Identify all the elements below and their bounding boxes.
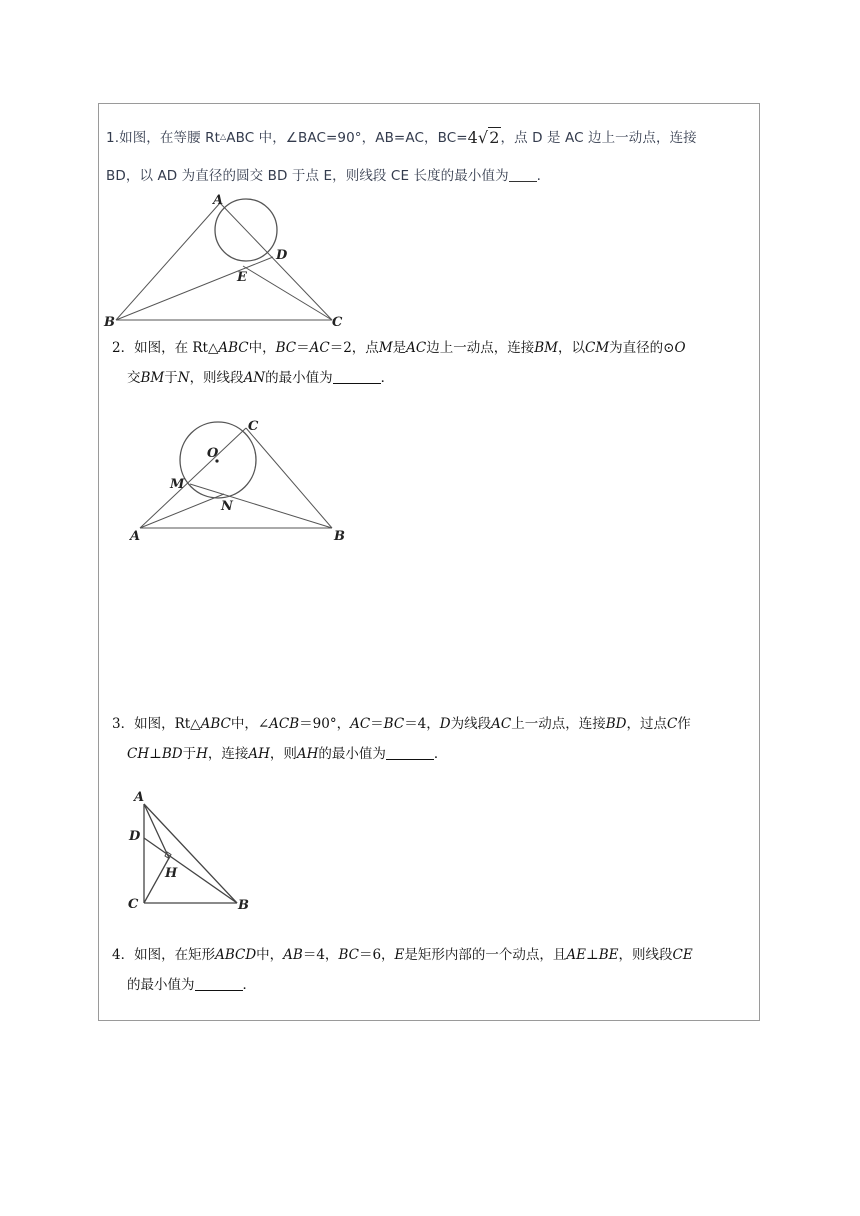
q2-text: 为直径的⊙ xyxy=(609,340,675,356)
q2-text: ＝ xyxy=(296,340,310,356)
figure-3 xyxy=(124,786,264,916)
q3-text: ，过点 xyxy=(626,716,667,732)
q4-number: 4． xyxy=(112,947,135,963)
q1-text: ABC 中，∠BAC=90°，AB=AC，BC= xyxy=(226,130,468,146)
q2-var: M xyxy=(378,340,393,356)
segment-bd xyxy=(116,257,273,320)
q4-text: 如图，在矩形 xyxy=(134,947,216,963)
q2-var: BM xyxy=(534,340,558,356)
q3-var: AC xyxy=(350,716,371,732)
q2-number: 2． xyxy=(112,340,135,356)
segment-an xyxy=(140,494,224,528)
q3-text: ＝90°， xyxy=(299,716,351,732)
q4-text: ＝6， xyxy=(358,947,395,963)
question-1 xyxy=(106,118,752,195)
q4-end: ． xyxy=(242,977,256,993)
figure-1 xyxy=(100,190,360,330)
q2-text: 中， xyxy=(248,340,276,356)
q4-var: E xyxy=(394,947,405,963)
q3-number: 3． xyxy=(112,716,135,732)
question-2 xyxy=(112,333,752,393)
q3-var: ABC xyxy=(200,716,231,732)
q2-text: 于 xyxy=(164,370,178,386)
q4-var: BC xyxy=(338,947,359,963)
q2-var: N xyxy=(177,370,190,386)
q3-var: BD xyxy=(161,746,183,762)
q3-var: AH xyxy=(248,746,270,762)
q2-text: 交 xyxy=(127,370,141,386)
radical-sign: √ xyxy=(477,128,489,147)
q2-var: CM xyxy=(584,340,610,356)
segment-ab xyxy=(116,203,220,320)
q3-text: ⊥ xyxy=(149,746,162,762)
q2-text: ＝2，点 xyxy=(329,340,379,356)
q2-var: AC xyxy=(406,340,427,356)
segment-mb xyxy=(190,484,332,528)
radicand: 2 xyxy=(489,128,500,147)
q2-var: AN xyxy=(243,370,266,386)
q4-var: BE xyxy=(598,947,619,963)
segment-ah xyxy=(144,804,169,858)
q3-text: 上一动点，连接 xyxy=(511,716,606,732)
q4-var: ABCD xyxy=(215,947,257,963)
q3-var: D xyxy=(439,716,451,732)
q4-var: CE xyxy=(672,947,693,963)
answer-blank[interactable] xyxy=(386,745,434,760)
answer-blank[interactable] xyxy=(195,976,243,991)
answer-blank[interactable] xyxy=(509,167,537,182)
label-b: B xyxy=(238,898,249,913)
q3-text: 于 xyxy=(182,746,197,762)
q2-text: ，以 xyxy=(557,340,585,356)
answer-blank[interactable] xyxy=(333,369,381,384)
q3-text: ＝4， xyxy=(404,716,440,732)
q1-end: . xyxy=(536,168,542,184)
q4-var: AB xyxy=(283,947,303,963)
q3-text: ，则 xyxy=(269,746,297,762)
q4-text: ，则线段 xyxy=(618,947,673,963)
label-a: A xyxy=(134,790,145,805)
q3-text: ＝ xyxy=(370,716,384,732)
q4-text: 中， xyxy=(256,947,284,963)
q3-var: BC xyxy=(383,716,405,732)
q2-end: ． xyxy=(380,370,395,386)
q2-var: O xyxy=(674,340,686,356)
question-3 xyxy=(112,709,752,769)
label-n: N xyxy=(221,499,233,514)
q1-text: ，点 D 是 AC 边上一动点，连接 xyxy=(500,130,697,146)
label-c: C xyxy=(332,315,343,330)
sqrt-expression xyxy=(468,119,501,157)
q2-text: 边上一动点，连接 xyxy=(426,340,535,356)
q2-text: 是 xyxy=(392,340,407,356)
label-m: M xyxy=(170,477,185,492)
label-d: D xyxy=(129,829,141,844)
q3-text: ，连接 xyxy=(207,746,249,762)
q3-text: 的最小值为 xyxy=(318,746,386,762)
q4-var: AE xyxy=(566,947,587,963)
q2-var: AC xyxy=(309,340,330,356)
q3-var: H xyxy=(196,746,208,762)
q1-text-line2: BD，以 AD 为直径的圆交 BD 于点 E，则线段 CE 长度的最小值为 xyxy=(106,168,509,184)
q3-text: 中，∠ xyxy=(230,716,270,732)
q2-var: BM xyxy=(140,370,165,386)
q3-var: BD xyxy=(605,716,627,732)
q3-text: 如图，Rt△ xyxy=(134,716,201,732)
q4-text: ＝4， xyxy=(302,947,339,963)
label-h: H xyxy=(165,866,178,881)
q3-text: 作 xyxy=(677,716,691,732)
q4-text: 的最小值为 xyxy=(127,977,195,993)
label-b: B xyxy=(334,529,345,544)
segment-db xyxy=(144,838,237,903)
q2-var: ABC xyxy=(218,340,249,356)
segment-ab xyxy=(144,804,237,903)
label-e: E xyxy=(237,270,247,285)
label-c: C xyxy=(248,419,259,434)
sqrt-coefficient: 4 xyxy=(467,128,478,147)
label-d: D xyxy=(276,248,288,263)
q3-text: 为线段 xyxy=(450,716,492,732)
q2-text: 如图，在 Rt△ xyxy=(134,340,219,356)
label-o: O xyxy=(207,446,219,461)
q2-text: 的最小值为 xyxy=(265,370,333,386)
q1-number: 1. xyxy=(106,130,120,146)
segment-cb xyxy=(246,428,332,528)
q3-var: CH xyxy=(127,746,150,762)
label-a: A xyxy=(130,529,141,544)
q4-text: ⊥ xyxy=(586,947,599,963)
q2-text: ，则线段 xyxy=(189,370,244,386)
label-c: C xyxy=(128,897,139,912)
question-4 xyxy=(112,940,752,1000)
q2-var: BC xyxy=(275,340,297,356)
figure-2 xyxy=(124,415,354,545)
q3-var: AH xyxy=(296,746,319,762)
triangle-symbol: △ xyxy=(219,132,227,141)
q3-end: ． xyxy=(433,746,448,762)
q1-text: 如图，在等腰 Rt xyxy=(119,130,220,146)
q3-var: ACB xyxy=(269,716,300,732)
q4-text: 是矩形内部的一个动点，且 xyxy=(404,947,567,963)
q3-var: C xyxy=(666,716,678,732)
label-b: B xyxy=(104,315,115,330)
label-a: A xyxy=(213,193,224,208)
q3-var: AC xyxy=(491,716,512,732)
